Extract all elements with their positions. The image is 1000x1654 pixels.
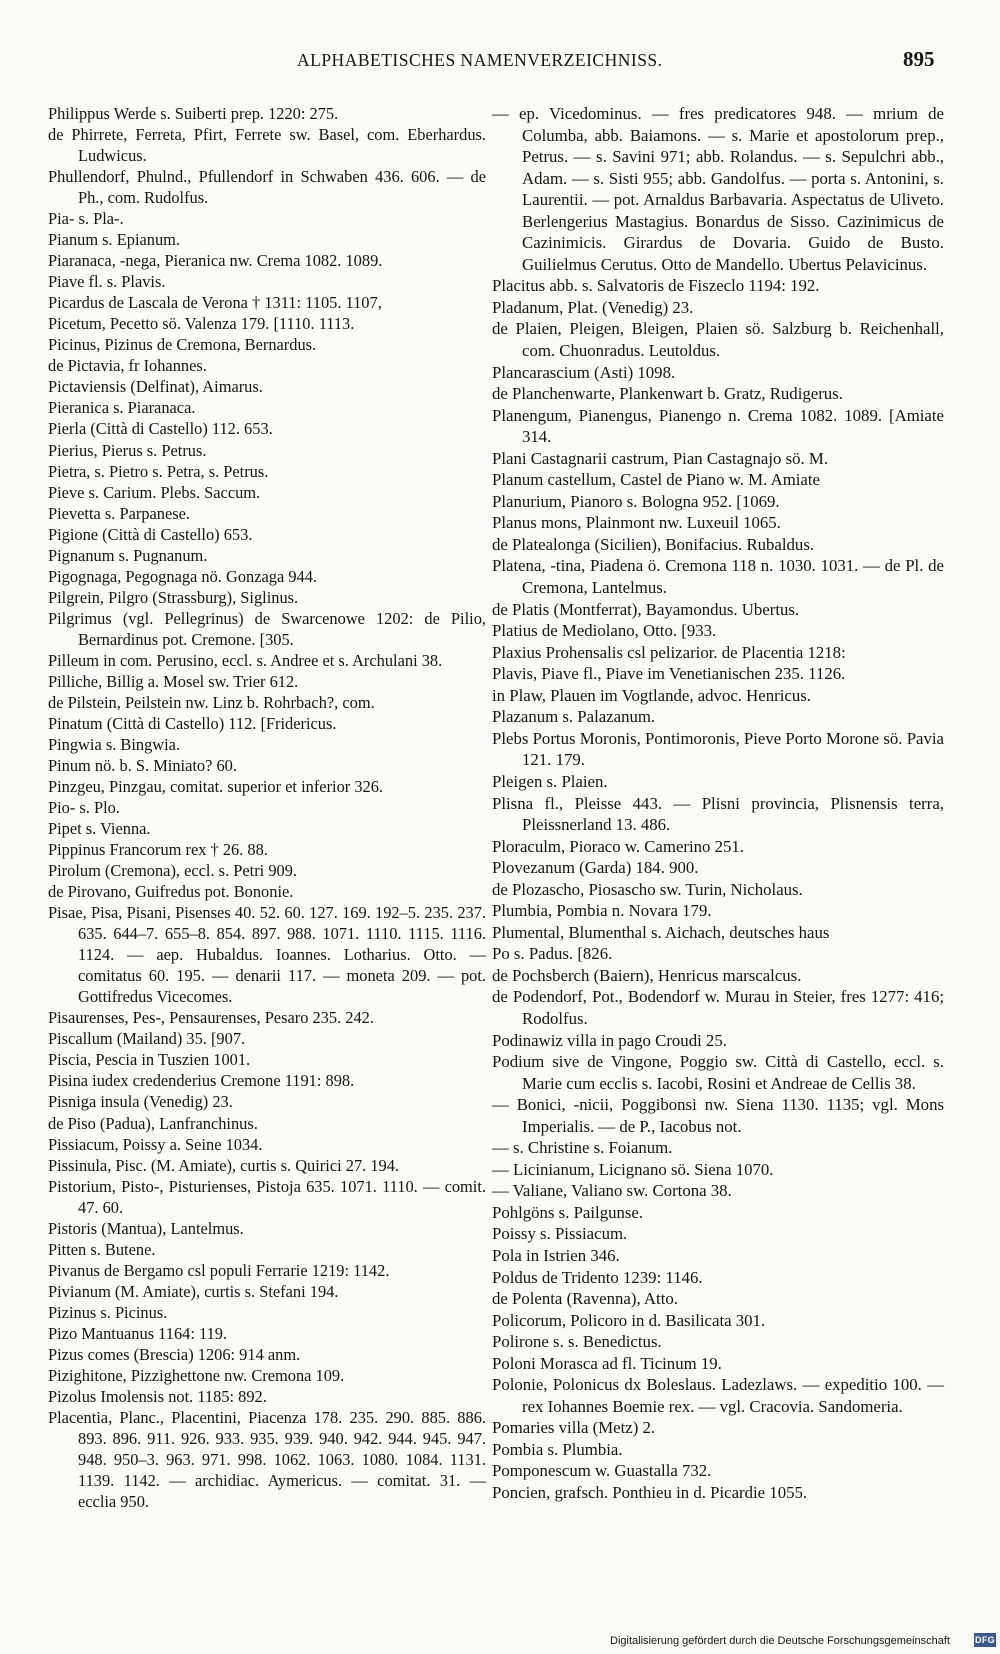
index-entry: Plumental, Blumenthal s. Aichach, deutsches haus (492, 922, 830, 942)
index-entry: Pissiacum, Poissy a. Seine 1034. (48, 1134, 263, 1154)
index-entry: Picinus, Pizinus de Cremona, Bernardus. (48, 335, 317, 355)
index-entry: Planurium, Pianoro s. Bologna 952. [1069. (492, 491, 780, 511)
index-entry: Platena, -tina, Piadena ö. Cremona 118 n. 1030. 1031. — de Pl. de Cremona, Lantelmus. (492, 556, 944, 598)
index-entry: Plani Castagnarii castrum, Pian Castagnajo sö. M. (492, 448, 829, 468)
index-entry: Pisina iudex credenderius Cremone 1191: 898. (48, 1071, 355, 1091)
index-entry: Pilgrein, Pilgro (Strassburg), Siglinus. (48, 587, 299, 607)
index-entry: Poncien, grafsch. Ponthieu in d. Picardie 1055. (492, 1483, 808, 1502)
index-entry: Plancarascium (Asti) 1098. (492, 362, 676, 382)
index-entry: Pietra, s. Pietro s. Petra, s. Petrus. (48, 461, 269, 481)
index-entry: Pierius, Pierus s. Petrus. (48, 440, 207, 460)
index-entry: Po s. Padus. [826. (492, 944, 613, 964)
index-entry: Placentia, Planc., Placentini, Piacenza 178. 235. 290. 885. 886. 893. 896. 911. 926. 933. 935. 939. 940. 942. 944. 945. 947. 948. 950–3. 963. 971. 998. 1062. 1063. 1080. 1084. 1131. 1139. 1142. — archidiac. Aymericus. — comitat. 31. — ecclia 950. (48, 1407, 486, 1512)
index-entry: Pizus comes (Brescia) 1206: 914 anm. (48, 1344, 301, 1364)
index-entry: Piscallum (Mailand) 35. [907. (48, 1029, 246, 1049)
index-entry: Pisae, Pisa, Pisani, Pisenses 40. 52. 60. 127. 169. 192–5. 235. 237. 635. 644–7. 655–8. 854. 897. 988. 1071. 1110. 1115. 1116. 1124. — aep. Hubaldus. Ioannes. Lotharius. Otto. — comitatus 60. 195. — denarii 117. — moneta 209. — pot. Gottifredus Vicecomes. (48, 903, 486, 1007)
index-entry: de Planchenwarte, Plankenwart b. Gratz, Rudigerus. (492, 384, 843, 404)
index-entry: Piaranaca, -nega, Pieranica nw. Crema 1082. 1089. (48, 251, 383, 271)
index-entry: Phullendorf, Phulnd., Pfullendorf in Schwaben 436. 606. — de Ph., com. Rudolfus. (48, 167, 486, 208)
running-title: ALPHABETISCHES NAMENVERZEICHNISS. (297, 50, 663, 70)
index-entry: Pivianum (M. Amiate), curtis s. Stefani 194. (48, 1281, 339, 1301)
index-entry: Pigognaga, Pegognaga nö. Gonzaga 944. (48, 566, 318, 586)
index-entry: — s. Christine s. Foianum. (492, 1138, 673, 1158)
index-entry: de Piso (Padua), Lanfranchinus. (48, 1113, 258, 1133)
index-entry: Plaxius Prohensalis csl pelizarior. de Placentia 1218: (492, 642, 846, 662)
index-entry: Pilleum in com. Perusino, eccl. s. Andree et s. Archulani 38. (48, 650, 443, 670)
index-entry: de Platis (Montferrat), Bayamondus. Ubertus. (492, 599, 800, 619)
left-column (48, 103, 486, 1512)
index-entry: Pinatum (Città di Castello) 112. [Fridericus. (48, 713, 337, 733)
index-entry: Policorum, Policoro in d. Basilicata 301. (492, 1310, 766, 1330)
index-entry: — Valiane, Valiano sw. Cortona 38. (492, 1181, 732, 1201)
index-entry: Planengum, Pianengus, Pianengo n. Crema 1082. 1089. [Amiate 314. (492, 405, 944, 447)
index-entry: de Plozascho, Piosascho sw. Turin, Nicholaus. (492, 879, 803, 899)
index-entry: de Polenta (Ravenna), Atto. (492, 1289, 678, 1309)
page-number: 895 (903, 47, 935, 71)
index-entry: Pombia s. Plumbia. (492, 1439, 623, 1459)
index-entry: Pievetta s. Parpanese. (48, 503, 191, 523)
index-entry: Pomponescum w. Guastalla 732. (492, 1461, 712, 1481)
index-entry: Plisna fl., Pleisse 443. — Plisni provincia, Plisnensis terra, Pleissnerland 13. 486. (492, 793, 944, 835)
index-entry: — Licinianum, Licignano sö. Siena 1070. (492, 1159, 774, 1179)
index-entry: Piscia, Pescia in Tuszien 1001. (48, 1050, 251, 1070)
index-entry: Picetum, Pecetto sö. Valenza 179. [1110. 1113. (48, 314, 355, 334)
index-entry: Pladanum, Plat. (Venedig) 23. (492, 297, 694, 317)
index-entry: Podium sive de Vingone, Poggio sw. Città di Castello, eccl. s. Marie cum ecclis s. Iacobi, Rosini et Andreae de Cellis 38. (492, 1052, 944, 1093)
dfg-logo: DFG (975, 1635, 995, 1645)
index-entry: Pipet s. Vienna. (48, 819, 151, 839)
index-entry: — Bonici, -nicii, Poggibonsi nw. Siena 1130. 1135; vgl. Mons Imperialis. — de P., Iacobus not. (492, 1095, 944, 1136)
index-entry: Pomaries villa (Metz) 2. (492, 1418, 656, 1438)
index-entry: Pizinus s. Picinus. (48, 1302, 168, 1322)
index-entry: Plavis, Piave fl., Piave im Venetianischen 235. 1126. (492, 664, 846, 684)
index-entry: Pingwia s. Bingwia. (48, 734, 181, 754)
index-entry: Pizolus Imolensis not. 1185: 892. (48, 1386, 267, 1406)
index-entry: Planus mons, Plainmont nw. Luxeuil 1065. (492, 513, 781, 533)
index-entry: Plumbia, Pombia n. Novara 179. (492, 901, 712, 921)
index-entry: Pizo Mantuanus 1164: 119. (48, 1323, 228, 1343)
index-entry: Pinzgeu, Pinzgau, comitat. superior et inferior 326. (48, 777, 384, 796)
index-entry: de Phirrete, Ferreta, Pfirt, Ferrete sw. Basel, com. Eberhardus. Ludwicus. (48, 125, 486, 166)
index-entry: Pissinula, Pisc. (M. Amiate), curtis s. Quirici 27. 194. (48, 1155, 400, 1175)
right-column (492, 103, 944, 1504)
index-entry: Pierla (Città di Castello) 112. 653. (48, 419, 273, 439)
index-entry: Plazanum s. Palazanum. (492, 707, 656, 727)
index-entry: Pitten s. Butene. (48, 1239, 156, 1259)
index-entry: Pisaurenses, Pes-, Pensaurenses, Pesaro 235. 242. (48, 1008, 374, 1028)
index-entry: de Plaien, Pleigen, Bleigen, Plaien sö. Salzburg b. Reichenhall, com. Chuonradus. Leutoldus. (492, 319, 944, 361)
index-entry: Pignanum s. Pugnanum. (48, 545, 208, 565)
index-entry: Pieve s. Carium. Plebs. Saccum. (48, 482, 261, 502)
index-entry: Pictaviensis (Delfinat), Aimarus. (48, 377, 263, 397)
index-entry: Piave fl. s. Plavis. (48, 272, 166, 292)
index-entry: Pivanus de Bergamo csl populi Ferrarie 1219: 1142. (48, 1260, 390, 1280)
index-entry: de Pilstein, Peilstein nw. Linz b. Rohrbach?, com. (48, 692, 375, 712)
index-entry: Philippus Werde s. Suiberti prep. 1220: 275. (48, 104, 339, 123)
index-entry: Ploraculm, Pioraco w. Camerino 251. (492, 836, 744, 856)
index-entry: Pohlgöns s. Pailgunse. (492, 1202, 644, 1222)
index-entry: de Pochsberch (Baiern), Henricus marscalcus. (492, 965, 802, 985)
index-entry: Pisniga insula (Venedig) 23. (48, 1092, 233, 1112)
footer (610, 1630, 1000, 1654)
index-entry: de Pirovano, Guifredus pot. Bononie. (48, 882, 294, 902)
index-entry: Pleigen s. Plaien. (492, 771, 608, 791)
index-entry: in Plaw, Plauen im Vogtlande, advoc. Henricus. (492, 685, 811, 705)
index-entry: de Pictavia, fr Iohannes. (48, 356, 207, 376)
index-entry: Pigione (Città di Castello) 653. (48, 524, 253, 544)
index-entry: Platius de Mediolano, Otto. [933. (492, 621, 717, 641)
index-entry: Pio- s. Plo. (48, 798, 120, 818)
index-entry: Pilliche, Billig a. Mosel sw. Trier 612. (48, 671, 299, 691)
funding-note: Digitalisierung gefördert durch die Deutsche Forschungsgemeinschaft (610, 1635, 950, 1647)
index-entry: Plovezanum (Garda) 184. 900. (492, 858, 699, 878)
index-entry: Pippinus Francorum rex † 26. 88. (48, 840, 268, 860)
index-entry: Poldus de Tridento 1239: 1146. (492, 1267, 703, 1287)
index-entry: Picardus de Lascala de Verona † 1311: 1105. 1107, (48, 293, 382, 313)
index-entry: Pirolum (Cremona), eccl. s. Petri 909. (48, 861, 297, 881)
index-entry: Pizighitone, Pizzighettone nw. Cremona 109. (48, 1365, 345, 1385)
index-entry: Podinawiz villa in pago Croudi 25. (492, 1030, 727, 1050)
index-entry: Pia- s. Pla-. (48, 209, 124, 229)
index-entry: Pieranica s. Piaranaca. (48, 398, 196, 418)
index-entry: Plebs Portus Moronis, Pontimoronis, Pieve Porto Morone sö. Pavia 121. 179. (492, 728, 944, 770)
index-entry: Placitus abb. s. Salvatoris de Fiszeclo 1194: 192. (492, 276, 820, 296)
index-entry: de Platealonga (Sicilien), Bonifacius. Rubaldus. (492, 534, 815, 554)
index-entry: Pistorium, Pisto-, Pisturienses, Pistoja 635. 1071. 1110. — comit. 47. 60. (48, 1176, 486, 1217)
index-entry: de Podendorf, Pot., Bodendorf w. Murau in Steier, fres 1277: 416; Rodolfus. (492, 987, 944, 1028)
index-entry: Pistoris (Mantua), Lantelmus. (48, 1218, 244, 1238)
index-entry: Poissy s. Pissiacum. (492, 1224, 628, 1244)
index-entry: — ep. Vicedominus. — fres predicatores 948. — mrium de Columba, abb. Baiamons. — s. Marie et apostolorum prep., Petrus. — s. Savini 971; abb. Rolandus. — s. Sepulchri abb., Adam. — s. Sisti 955; abb. Gandolfus. — porta s. Antonini, s. Laurentii. — pot. Arnaldus Barbavaria. Aspectatus de Uliveto. Berlengerius Mastagius. Bonardus de Sisso. Cazinimicus de Cazinimicis. Girardus de Dovaria. Guido de Busto. Guilielmus Cerutus. Otto de Mandello. Ubertus Pelavicinus. (492, 104, 944, 274)
index-entry: Poloni Morasca ad fl. Ticinum 19. (492, 1353, 722, 1373)
index-entry: Planum castellum, Castel de Piano w. M. Amiate (492, 470, 820, 490)
index-entry: Pianum s. Epianum. (48, 230, 181, 250)
index-entry: Pilgrimus (vgl. Pellegrinus) de Swarcenowe 1202: de Pilio, Bernardinus pot. Cremone. [305. (48, 608, 486, 649)
index-entry: Polonie, Polonicus dx Boleslaus. Ladezlaws. — expeditio 100. — rex Iohannes Boemie rex. — vgl. Cracovia. Sandomeria. (492, 1375, 944, 1416)
index-entry: Pola in Istrien 346. (492, 1245, 620, 1265)
index-entry: Pinum nö. b. S. Miniato? 60. (48, 755, 237, 775)
index-entry: Polirone s. s. Benedictus. (492, 1332, 662, 1352)
page-header (0, 0, 1000, 80)
